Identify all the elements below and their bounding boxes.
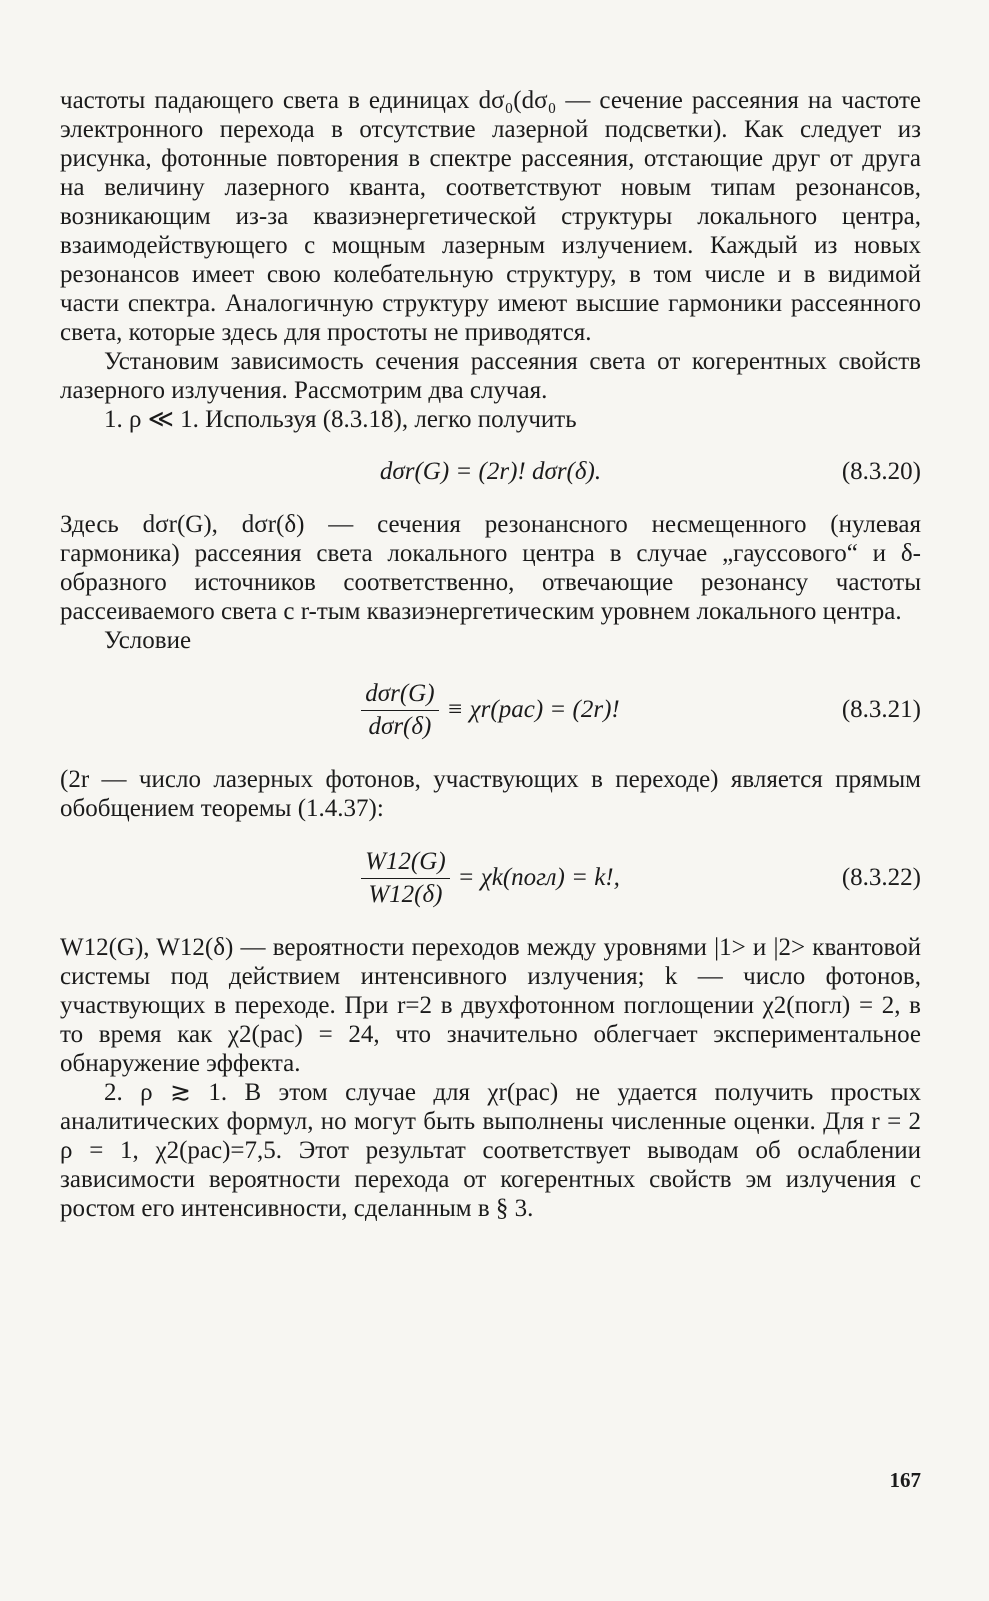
equation-number: (8.3.21) bbox=[841, 696, 921, 723]
equation-number: (8.3.20) bbox=[841, 458, 921, 485]
fraction-numerator: W12(G) bbox=[365, 847, 446, 875]
paragraph-case-2: 2. ρ ≳ 1. В этом случае для χr(рас) не удается получить простых аналитических формул, но могут быть выполнены численные оценки. Для r = 2 ρ = 1, χ2(рас)=7,5. Этот результат соответствует выводам об ослаблении зависимости вероятности перехода от когерентных свойств эм излучения с ростом его интенсивности, сделанным в § 3. bbox=[60, 1079, 921, 1222]
equation-8-3-21 bbox=[60, 655, 921, 765]
paragraph-intro: частоты падающего света в единицах dσ₀(dσ₀ — сечение рассеяния на частоте электронного перехода в отсутствие лазерной подсветки). Как следует из рисунка, фотонные повторения в спектре рассеяния, отстающие друг от друга на величину лазерного кванта, соответствуют новым типам резонансов, возникающим из-за квазиэнергетической структуры локального центра, взаимодействующего с мощным лазерным излучением. Каждый из новых резонансов имеет свою колебательную структуру, в том числе и в видимой части спектра. Аналогичную структуру имеют высшие гармоники рассеянного света, которые здесь для простоты не приводятся. bbox=[60, 87, 921, 346]
equation-8-3-20 bbox=[60, 448, 921, 496]
fraction-denominator: dσr(δ) bbox=[368, 712, 432, 740]
paragraph-condition: Условие bbox=[104, 627, 192, 654]
paragraph-dependence: Установим зависимость сечения рассеяния света от когерентных свойств лазерного излучения. Рассмотрим два случая. bbox=[60, 348, 921, 404]
equation-rhs: ≡ χr(рас) = (2r)! bbox=[446, 696, 620, 723]
paragraph-probabilities: W12(G), W12(δ) — вероятности переходов между уровнями |1> и |2> квантовой системы под действием интенсивного излучения; k — число фотонов, участвующих в переходе. При r=2 в двухфотонном поглощении χ2(погл) = 2, в то время как χ2(рас) = 24, что значительно облегчает экспериментальное обнаружение эффекта. bbox=[60, 934, 921, 1077]
equation-formula: dσr(G) = (2r)! dσr(δ). bbox=[379, 458, 602, 485]
page-number: 167 bbox=[889, 1468, 921, 1492]
paragraph-definitions: Здесь dσr(G), dσr(δ) — сечения резонансного несмещенного (нулевая гармоника) рассеяния света локального центра в случае „гауссового“ и δ-образного источников соответственно, отвечающие резонансу частоты рассеиваемого света с r-тым квазиэнергетическим уровнем локального центра. bbox=[60, 511, 921, 625]
equation-number: (8.3.22) bbox=[841, 864, 921, 891]
paragraph-case-1: 1. ρ ≪ 1. Используя (8.3.18), легко получить bbox=[104, 406, 577, 433]
paragraph-generalization: (2r — число лазерных фотонов, участвующих в переходе) является прямым обобщением теоремы (1.4.37): bbox=[60, 766, 921, 822]
fraction-numerator: dσr(G) bbox=[365, 679, 435, 707]
fraction-denominator: W12(δ) bbox=[368, 880, 443, 908]
equation-rhs: = χk(погл) = k!, bbox=[457, 864, 620, 891]
fraction bbox=[361, 846, 450, 911]
fraction bbox=[361, 678, 438, 743]
equation-8-3-22 bbox=[60, 823, 921, 933]
